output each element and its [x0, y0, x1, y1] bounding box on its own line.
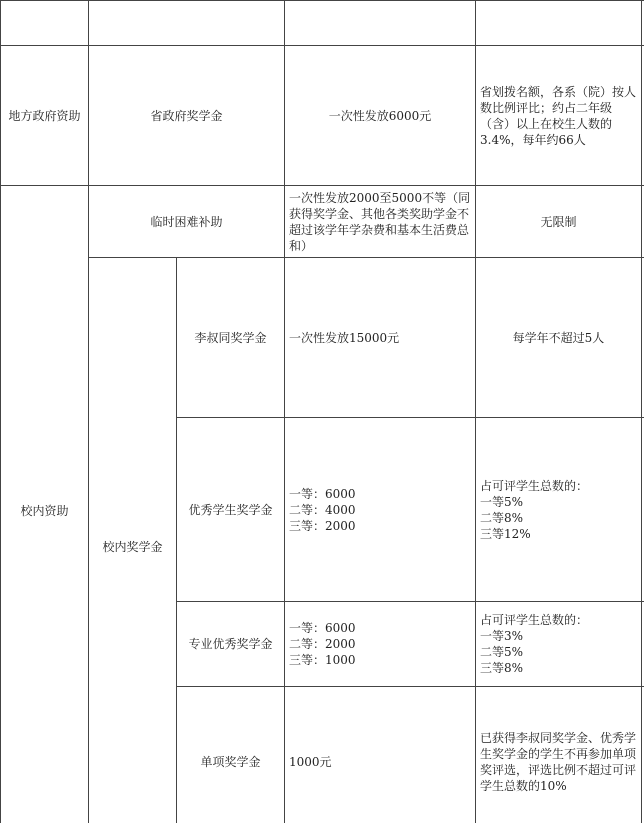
award-amount-cell: 一次性发放15000元 — [285, 258, 476, 418]
award-amount-cell — [285, 602, 476, 687]
award-limit-cell — [476, 602, 642, 687]
award-name-cell: 临时困难补助 — [89, 186, 285, 258]
amount-line: 二等：4000 — [289, 502, 356, 517]
limit-line: 三等8% — [480, 661, 524, 675]
subcategory-cell: 校内奖学金 — [89, 258, 177, 823]
limit-line: 一等5% — [480, 494, 524, 509]
award-limit-cell: 省划拨名额，各系（院）按人数比例评比；约占二年级（含）以上在校生人数的3.4%，每年约66人 — [476, 46, 642, 186]
award-name-cell: 优秀学生奖学金 — [177, 418, 285, 602]
award-amount-cell: 一次性发放2000至5000不等（同获得奖学金、其他各类奖助学金不超过该学年学杂费和基本生活费总和） — [285, 186, 476, 258]
amount-line: 二等：2000 — [289, 637, 356, 651]
award-limit-cell — [476, 418, 642, 602]
award-amount-cell — [285, 418, 476, 602]
limit-line: 一等3% — [480, 629, 524, 643]
award-amount-cell: 一次性发放6000元 — [285, 46, 476, 186]
award-limit-cell: 已获得李叔同奖学金、优秀学生奖学金的学生不再参加单项奖评选，评选比例不超过可评学生总数的10% — [476, 687, 642, 823]
limit-line: 占可评学生总数的： — [480, 613, 589, 627]
award-name-cell: 省政府奖学金 — [89, 46, 285, 186]
table-row — [1, 1, 644, 46]
award-limit-cell: 每学年不超过5人 — [476, 258, 642, 418]
limit-line: 二等5% — [480, 645, 524, 659]
limit-line: 三等12% — [480, 526, 531, 541]
amount-line: 一等：6000 — [289, 486, 356, 501]
award-name-cell: 单项奖学金 — [177, 687, 285, 823]
table-row — [1, 258, 644, 418]
category-cell: 地方政府资助 — [1, 46, 89, 186]
amount-line: 三等：2000 — [289, 518, 356, 533]
table-row — [1, 46, 644, 186]
award-name-cell: 专业优秀奖学金 — [177, 602, 285, 687]
table-row — [1, 186, 644, 258]
award-amount-cell: 1000元 — [285, 687, 476, 823]
limit-line: 二等8% — [480, 510, 524, 525]
amount-line: 三等：1000 — [289, 653, 356, 667]
category-cell: 校内资助 — [1, 186, 89, 823]
amount-line: 一等：6000 — [289, 621, 356, 635]
limit-line: 占可评学生总数的： — [480, 478, 589, 493]
award-limit-cell: 无限制 — [476, 186, 642, 258]
award-name-cell: 李叔同奖学金 — [177, 258, 285, 418]
